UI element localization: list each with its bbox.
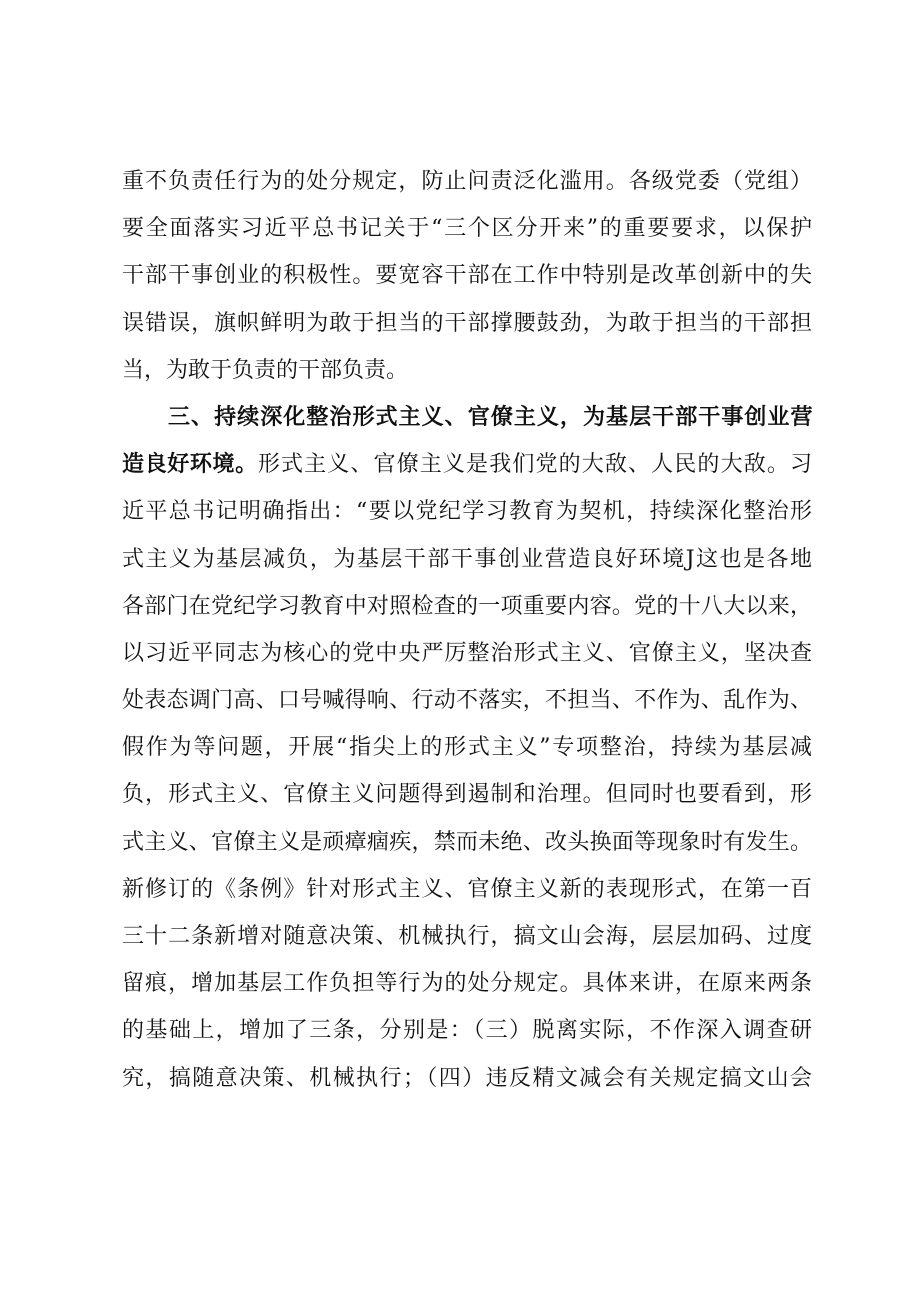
text-line: 留痕，增加基层工作负担等行为的处分规定。具体来讲，在原来两条 [122, 971, 812, 997]
text-line: 式主义、官僚主义是顽瘴痼疾，禁而未绝、改头换面等现象时有发生。 [122, 829, 812, 855]
text-line: 要全面落实习近平总书记关于“三个区分开来”的重要要求，以保护 [122, 216, 812, 242]
text-line: 各部门在党纪学习教育中对照检查的一项重要内容。党的十八大以来， [122, 593, 812, 619]
text-line: 的基础上，增加了三条，分别是：（三）脱离实际，不作深入调查研 [122, 1018, 812, 1044]
text-line: 假作为等问题，开展“指尖上的形式主义”专项整治，持续为基层减 [122, 735, 812, 761]
text-line: 误错误，旗帜鲜明为敢于担当的干部撑腰鼓劲，为敢于担当的干部担 [122, 310, 812, 336]
text-line: 式主义为基层减负，为基层干部干事创业营造良好环境J这也是各地 [122, 546, 812, 572]
text-line: 近平总书记明确指出：“要以党纪学习教育为契机，持续深化整治形 [122, 499, 812, 525]
text-run: 形式主义、官僚主义是我们党的大敌、人民的大敌。习 [257, 452, 812, 478]
text-line: 以习近平同志为核心的党中央严厉整治形式主义、官僚主义，坚决查 [122, 640, 812, 666]
section-heading: 三、持续深化整治形式主义、官僚主义，为基层干部干事创业营 [168, 404, 812, 430]
text-line: 究，搞随意决策、机械执行；（四）违反精文减会有关规定搞文山会 [122, 1065, 812, 1091]
text-line: 处表态调门高、口号喊得响、行动不落实，不担当、不作为、乱作为、 [122, 688, 812, 714]
text-line [122, 441, 812, 488]
text-line: 干部干事创业的积极性。要宽容干部在工作中特别是改革创新中的失 [122, 263, 812, 289]
document-body [122, 158, 812, 1102]
text-line: 当，为敢于负责的干部负责。 [122, 357, 409, 383]
text-line: 新修订的《条例》针对形式主义、官僚主义新的表现形式，在第一百 [122, 876, 812, 902]
text-line: 负，形式主义、官僚主义问题得到遏制和治理。但同时也要看到，形 [122, 782, 812, 808]
text-line: 重不负责任行为的处分规定，防止问责泛化滥用。各级党委（党组） [122, 169, 812, 194]
text-line: 三十二条新增对随意决策、机械执行，搞文山会海，层层加码、过度 [122, 924, 812, 949]
section-heading-end: 造良好环境。 [122, 452, 258, 478]
